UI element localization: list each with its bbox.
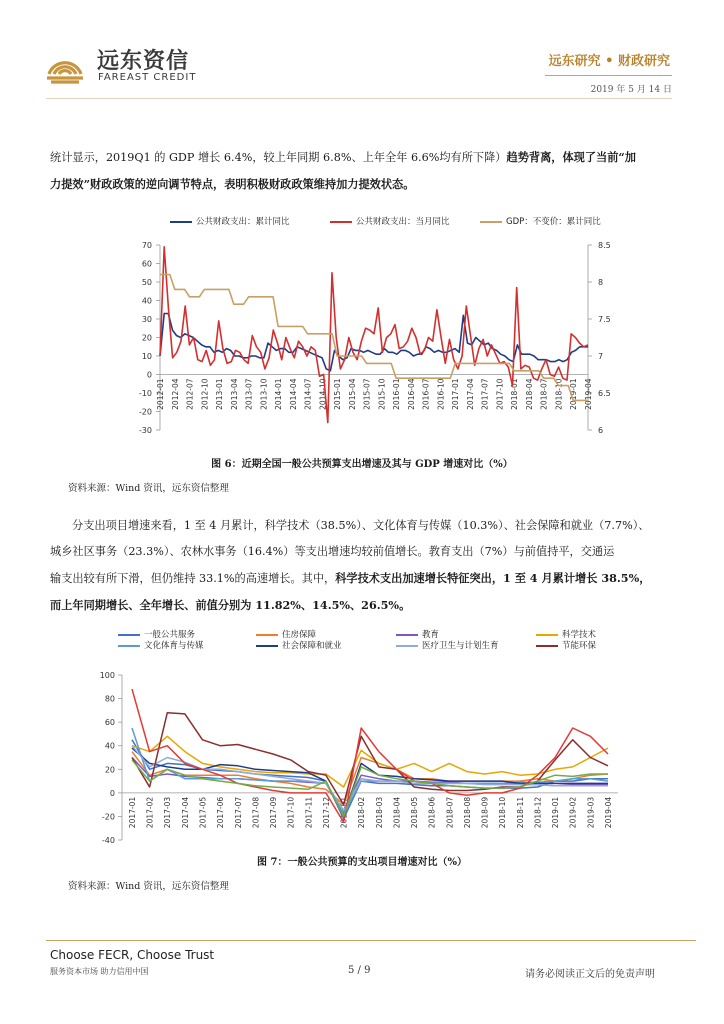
series-line (132, 713, 608, 805)
x-tick-label: 2018-01 (510, 378, 520, 410)
legend-label: 公共财政支出：当月同比 (356, 217, 450, 227)
legend-swatch (480, 221, 502, 223)
figure-6-legend (170, 215, 630, 229)
x-tick-label: 2018-04 (524, 378, 534, 410)
x-tick-label: 2014-07 (303, 378, 313, 410)
legend-item-gdp (480, 215, 601, 227)
legend-swatch (536, 634, 558, 636)
legend-label: 科学技术 (562, 630, 597, 640)
header-section-title: 远东研究 • 财政研究 (548, 54, 670, 69)
x-tick-label: 2014-04 (288, 378, 298, 410)
paragraph-line (50, 565, 690, 592)
logo-mark-icon (40, 40, 90, 86)
x-tick-label: 2014-10 (318, 378, 328, 410)
paragraph-items (50, 513, 690, 619)
paragraph-line: 分支出项目增速来看，1 至 4 月累计，科学技术（38.5%）、文化体育与传媒（10.3%）、社会保障和就业（7.7%）、 (72, 519, 650, 532)
figure-7-legend (118, 628, 618, 654)
header-divider (545, 75, 672, 76)
legend-swatch (256, 645, 278, 647)
y-tick-label: 70 (141, 241, 152, 250)
x-tick-label: 2019-01 (551, 796, 561, 829)
footer-subslogan: 服务资本市场 助力信用中国 (50, 967, 149, 976)
y-tick-label: 60 (104, 718, 115, 728)
x-tick-label: 2013-10 (259, 378, 269, 410)
x-tick-label: 2018-05 (410, 796, 420, 829)
x-tick-label: 2018-01 (339, 796, 349, 829)
legend-label: 医疗卫生与计划生育 (422, 641, 499, 651)
x-tick-label: 2016-07 (421, 378, 431, 410)
paragraph-line (50, 144, 690, 171)
legend-item-monthly (330, 215, 450, 227)
y-tick-label: -10 (138, 389, 152, 398)
series-line (160, 247, 588, 423)
x-tick-label: 2016-01 (392, 378, 402, 410)
x-tick-label: 2015-01 (333, 378, 343, 410)
page-number: 5 / 9 (348, 965, 371, 976)
x-tick-label: 2018-07 (539, 378, 549, 410)
x-tick-label: 2017-01 (128, 796, 137, 829)
x-tick-label: 2017-10 (286, 796, 296, 829)
logo-name-cn: 远东资信 (97, 49, 190, 74)
legend-item (536, 639, 596, 651)
y-tick-label: -20 (101, 812, 115, 822)
legend-swatch (330, 221, 352, 223)
x-tick-label: 2017-07 (480, 378, 490, 410)
paragraph-emphasis: 而上年同期增长、全年增长、前值分别为 11.82%、14.5%、26.5%。 (50, 598, 411, 612)
y-tick-label: 20 (104, 765, 115, 775)
x-tick-label: 2017-07 (233, 796, 243, 829)
legend-label: GDP：不变价：累计同比 (506, 217, 601, 227)
x-tick-label: 2018-03 (374, 796, 384, 829)
logo-name-en: FAREAST CREDIT (98, 72, 197, 83)
paragraph-emphasis: 趋势背离，体现了当前“加 (506, 150, 636, 164)
y-tick-label: 30 (141, 315, 152, 324)
x-tick-label: 2015-07 (362, 378, 372, 410)
paragraph-line (50, 171, 690, 198)
figure-6-caption: 图 6：近期全国一般公共预算支出增速及其与 GDP 增速对比（%） (211, 459, 513, 470)
x-tick-label: 2017-05 (198, 796, 208, 829)
y2-tick-label: 6 (598, 426, 604, 435)
legend-swatch (118, 645, 140, 647)
y-tick-label: -30 (138, 426, 152, 435)
y-tick-label: 50 (141, 278, 152, 287)
x-tick-label: 2012-01 (156, 378, 165, 410)
legend-item-cumulative (170, 215, 290, 227)
x-tick-label: 2016-04 (406, 378, 416, 410)
x-tick-label: 2018-06 (427, 796, 437, 829)
x-tick-label: 2015-10 (377, 378, 387, 410)
x-tick-label: 2012-04 (170, 378, 180, 410)
x-tick-label: 2017-09 (269, 796, 279, 829)
paragraph-text: 统计显示，2019Q1 的 GDP 增长 6.4%，较上年同期 6.8%、上年全年 6.6%均有所下降） (50, 151, 507, 164)
x-tick-label: 2012-07 (185, 378, 195, 410)
x-tick-label: 2015-04 (347, 378, 357, 410)
y-tick-label: 40 (104, 741, 115, 751)
paragraph-line: 城乡社区事务（23.3%）、农林水事务（16.4%）等支出增速均较前值增长。教育支出（7%）与前值持平，交通运 (50, 545, 615, 558)
x-tick-label: 2018-11 (515, 796, 525, 829)
figure-6-source: 资料来源：Wind 资讯，远东资信整理 (68, 483, 229, 494)
paragraph-gdp (50, 144, 690, 198)
x-tick-label: 2019-04 (584, 378, 593, 410)
legend-swatch (118, 634, 140, 636)
legend-label: 节能环保 (562, 641, 597, 651)
legend-swatch (396, 634, 418, 636)
x-tick-label: 2018-02 (357, 796, 367, 829)
x-tick-label: 2014-01 (274, 378, 284, 410)
x-tick-label: 2013-01 (215, 378, 225, 410)
x-tick-label: 2017-01 (451, 378, 461, 410)
y-tick-label: 80 (104, 694, 115, 704)
x-tick-label: 2018-10 (554, 378, 564, 410)
x-tick-label: 2018-08 (462, 796, 472, 829)
x-tick-label: 2017-03 (163, 796, 173, 829)
legend-swatch (170, 221, 192, 223)
x-tick-label: 2018-12 (533, 796, 543, 829)
y-tick-label: 60 (141, 259, 152, 269)
paragraph-emphasis: 科学技术支出加速增长特征突出，1 至 4 月累计增长 38.5%， (335, 571, 651, 585)
chart-expenditure-vs-gdp (100, 210, 640, 445)
figure-7-caption: 图 7：一般公共预算的支出项目增速对比（%） (257, 857, 467, 868)
x-tick-label: 2017-11 (304, 796, 314, 829)
paragraph-emphasis: 力提效”财政政策的逆向调节特点，表明积极财政政策维持加力提效状态。 (50, 177, 415, 191)
x-tick-label: 2017-12 (321, 796, 331, 829)
footer-disclaimer: 请务必阅读正文后的免责声明 (525, 969, 655, 980)
x-tick-label: 2019-02 (568, 796, 578, 829)
figure-7-source: 资料来源：Wind 资讯，远东资信整理 (68, 881, 229, 892)
legend-label: 一般公共服务 (144, 630, 196, 640)
legend-swatch (396, 645, 418, 647)
y-tick-label: 0 (146, 370, 152, 380)
x-tick-label: 2018-09 (480, 796, 490, 829)
footer-slogan: Choose FECR, Choose Trust (50, 948, 215, 962)
x-tick-label: 2018-04 (392, 796, 402, 829)
series-line (160, 314, 588, 371)
x-tick-label: 2016-10 (436, 378, 446, 410)
x-tick-label: 2019-03 (586, 796, 596, 829)
x-tick-label: 2012-10 (200, 378, 210, 410)
x-tick-label: 2018-10 (498, 796, 508, 829)
x-tick-label: 2019-01 (569, 378, 579, 410)
legend-label: 教育 (422, 630, 440, 640)
logo (40, 40, 90, 86)
report-date: 2019 年 5 月 14 日 (590, 85, 672, 95)
y-tick-label: -40 (101, 836, 115, 845)
legend-label: 社会保障和就业 (282, 641, 342, 651)
figure-6 (100, 210, 640, 445)
y-tick-label: -20 (138, 407, 152, 417)
x-tick-label: 2013-04 (229, 378, 239, 410)
y-tick-label: 20 (141, 333, 152, 343)
legend-item (118, 639, 204, 651)
legend-label: 住房保障 (282, 630, 317, 640)
y-tick-label: 0 (109, 788, 115, 798)
x-tick-label: 2017-08 (251, 796, 261, 829)
series-line (160, 275, 588, 401)
legend-swatch (536, 645, 558, 647)
legend-item (256, 639, 342, 651)
legend-swatch (256, 634, 278, 636)
header-rule (46, 98, 672, 99)
paragraph-line (50, 592, 690, 619)
y2-tick-label: 7 (598, 352, 604, 361)
x-tick-label: 2017-04 (180, 796, 190, 829)
paragraph-text: 输支出较有所下滑，但仍维持 33.1%的高速增长。其中， (50, 572, 336, 585)
y-tick-label: 40 (141, 296, 152, 306)
y2-tick-label: 8 (598, 278, 604, 287)
x-tick-label: 2018-07 (445, 796, 455, 829)
y2-tick-label: 8.5 (598, 241, 611, 250)
footer-rule (46, 940, 696, 941)
x-tick-label: 2013-07 (244, 378, 254, 410)
y2-tick-label: 7.5 (598, 315, 611, 324)
x-tick-label: 2017-10 (495, 378, 505, 410)
y-tick-label: 10 (141, 352, 152, 361)
y-tick-label: 100 (99, 671, 115, 680)
x-tick-label: 2017-06 (216, 796, 226, 829)
legend-label: 公共财政支出：累计同比 (196, 217, 290, 227)
x-tick-label: 2017-04 (465, 378, 475, 410)
x-tick-label: 2017-02 (145, 796, 155, 829)
legend-label: 文化体育与传媒 (144, 641, 204, 651)
y2-tick-label: 6.5 (598, 389, 611, 398)
x-tick-label: 2019-04 (604, 796, 613, 829)
legend-item (396, 639, 499, 651)
